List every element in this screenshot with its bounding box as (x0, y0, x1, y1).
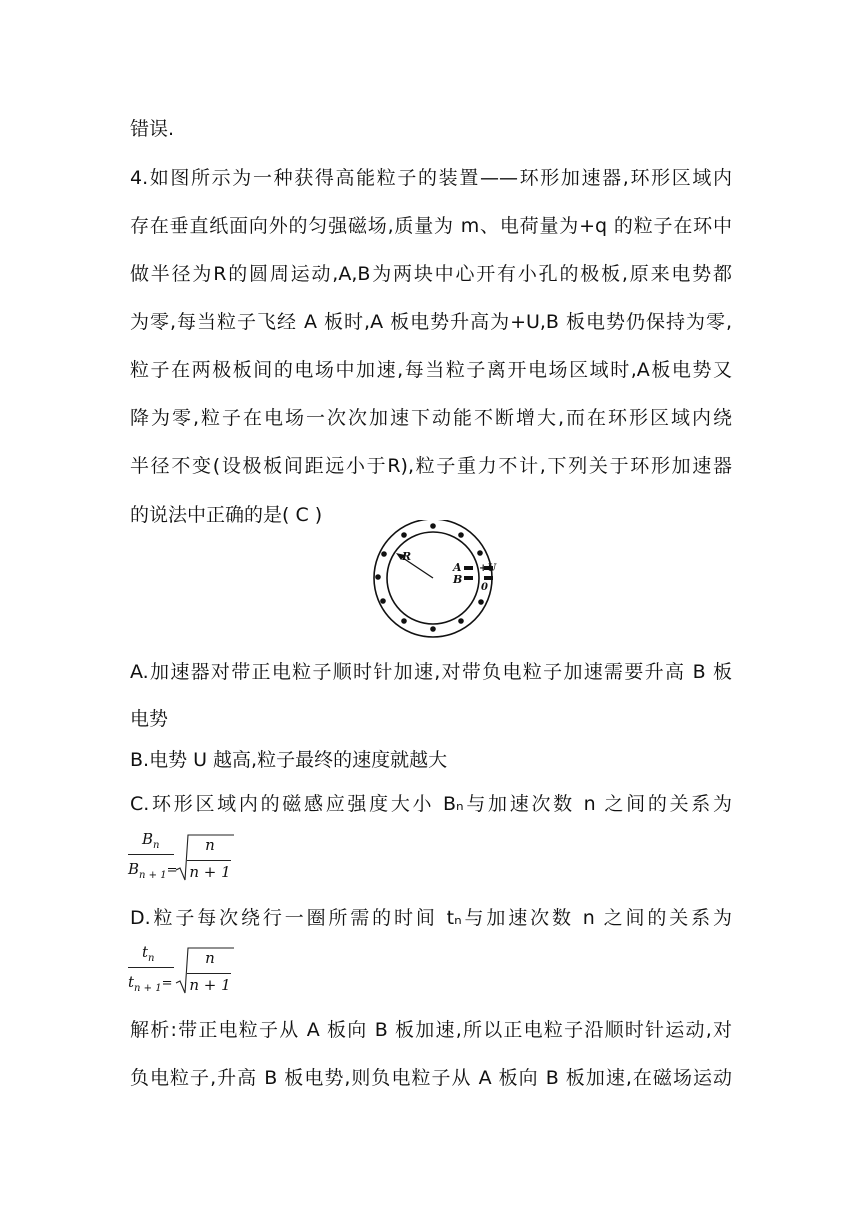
label-A: A (453, 561, 462, 574)
option-d: D.粒子每次绕行一圈所需的时间 tₙ与加速次数 n 之间的关系为 (130, 907, 732, 929)
formula-c: $B_n$ $B_{n + 1}=$ n n + 1 (128, 830, 238, 882)
option-a-continued: 电势 (130, 708, 169, 730)
ring-accelerator-diagram (360, 520, 510, 640)
label-B: B (453, 573, 463, 586)
text-line: 错误. (130, 118, 175, 140)
label-plus-U: +U (479, 563, 497, 574)
label-R: R (402, 550, 412, 563)
text-line: 半径不变(设极板间距远小于R),粒子重力不计,下列关于环形加速器 (130, 455, 732, 477)
text-line: 4.如图所示为一种获得高能粒子的装置——环形加速器,环形区域内 (130, 167, 732, 189)
label-zero: 0 (481, 582, 488, 593)
formula-d: $t_n$ $t_{n + 1}=$ n n + 1 (128, 943, 238, 995)
analysis-line: 解析:带正电粒子从 A 板向 B 板加速,所以正电粒子沿顺时针运动,对 (130, 1019, 732, 1041)
text-line: 降为零,粒子在电场一次次加速下动能不断增大,而在环形区域内绕 (130, 407, 732, 429)
outer-ring (374, 520, 492, 637)
text-line: 为零,每当粒子飞经 A 板时,A 板电势升高为+U,B 板电势仍保持为零, (130, 311, 732, 333)
analysis-line: 负电粒子,升高 B 板电势,则负电粒子从 A 板向 B 板加速,在磁场运动 (130, 1067, 732, 1089)
text-line: 粒子在两极板间的电场中加速,每当粒子离开电场区域时,A板电势又 (130, 359, 732, 381)
text-line: 的说法中正确的是( C ) (130, 504, 323, 526)
option-a: A.加速器对带正电粒子顺时针加速,对带负电粒子加速需要升高 B 板 (130, 661, 732, 683)
option-b: B.电势 U 越高,粒子最终的速度就越大 (130, 749, 448, 771)
text-line: 存在垂直纸面向外的匀强磁场,质量为 m、电荷量为+q 的粒子在环中 (130, 215, 732, 237)
option-c: C.环形区域内的磁感应强度大小 Bₙ与加速次数 n 之间的关系为 (130, 793, 732, 815)
text-line: 做半径为R的圆周运动,A,B为两块中心开有小孔的极板,原来电势都 (130, 263, 732, 285)
